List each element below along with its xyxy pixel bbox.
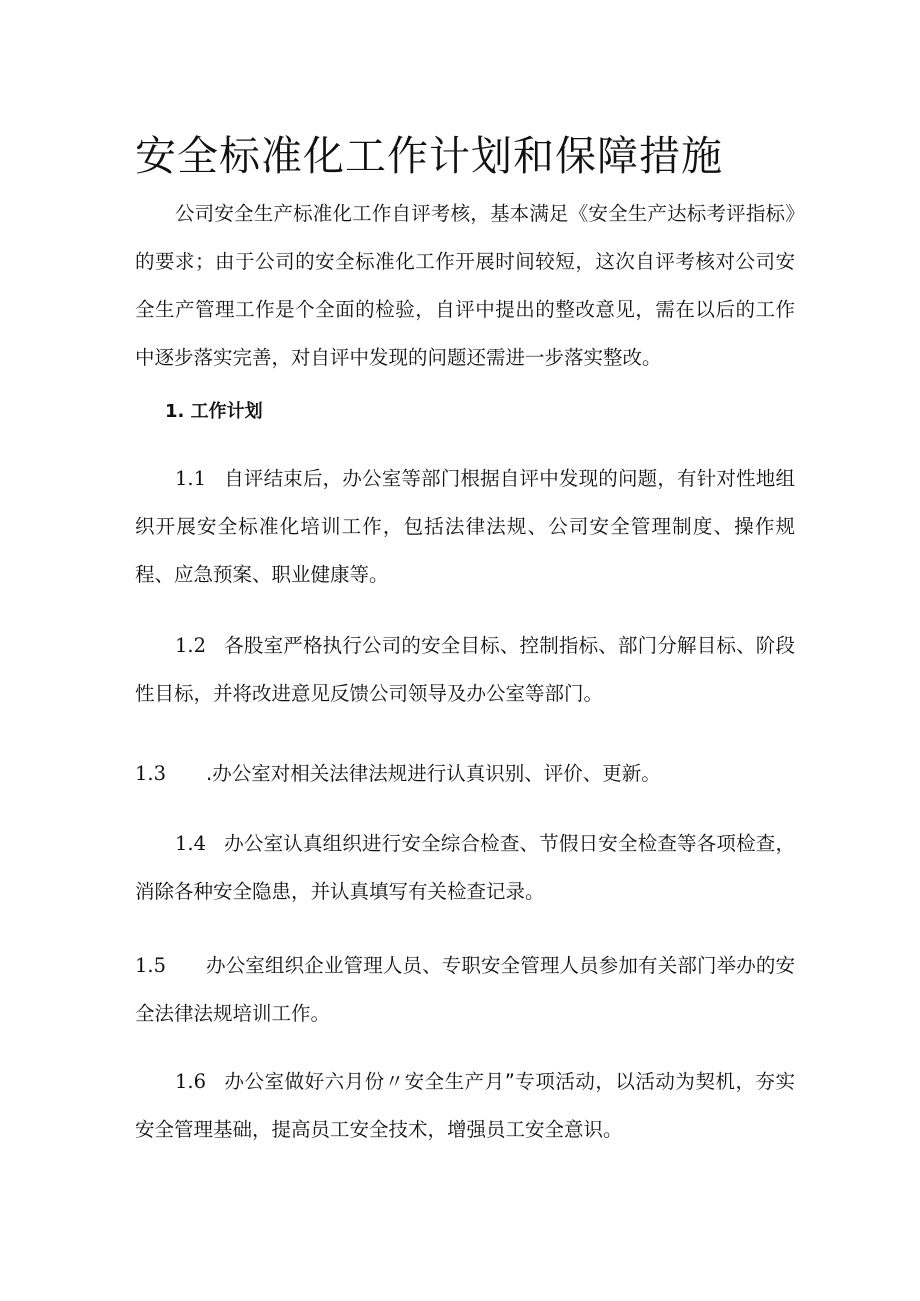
item-number: 1.3 [135, 762, 167, 785]
item-paragraph [135, 942, 795, 1038]
item-text: 办公室组织企业管理人员、专职安全管理人员参加有关部门举办的安全法律法规培训工作。 [135, 954, 795, 1025]
item-text: 自评结束后，办公室等部门根据自评中发现的问题，有针对性地组织开展安全标准化培训工作，包括法律法规、公司安全管理制度、操作规程、应急预案、职业健康等。 [135, 467, 795, 586]
document-title: 安全标准化工作计划和保障措施 [135, 132, 723, 180]
item-number: 1.6 [175, 1070, 207, 1093]
intro-paragraph: 公司安全生产标准化工作自评考核，基本满足《安全生产达标考评指标》的要求；由于公司的安全标准化工作开展时间较短，这次自评考核对公司安全生产管理工作是个全面的检验，自评中提出的整改意见，需在以后的工作中逐步落实完善，对自评中发现的问题还需进一步落实整改。 [135, 202, 795, 369]
item-number: 1.4 [175, 832, 207, 855]
item-text: 办公室认真组织进行安全综合检查、节假日安全检查等各项检查，消除各种安全隐患，并认真填写有关检查记录。 [135, 832, 795, 903]
item-paragraph [135, 455, 795, 599]
item-paragraph [135, 1058, 795, 1154]
item-paragraph [135, 820, 795, 916]
item-paragraph [135, 750, 795, 798]
item-number: 1.5 [135, 954, 167, 977]
item-text: 办公室做好六月份〃安全生产月”专项活动，以活动为契机，夯实安全管理基础，提高员工安全技术，增强员工安全意识。 [135, 1070, 795, 1141]
item-text: .办公室对相关法律法规进行认真识别、评价、更新。 [206, 762, 661, 785]
item-paragraph [135, 622, 795, 718]
item-text: 各股室严格执行公司的安全目标、控制指标、部门分解目标、阶段性目标，并将改进意见反馈公司领导及办公室等部门。 [135, 634, 795, 705]
section-heading: 1. 工作计划 [165, 401, 263, 422]
item-number: 1.1 [175, 467, 207, 490]
item-number: 1.2 [175, 634, 207, 657]
